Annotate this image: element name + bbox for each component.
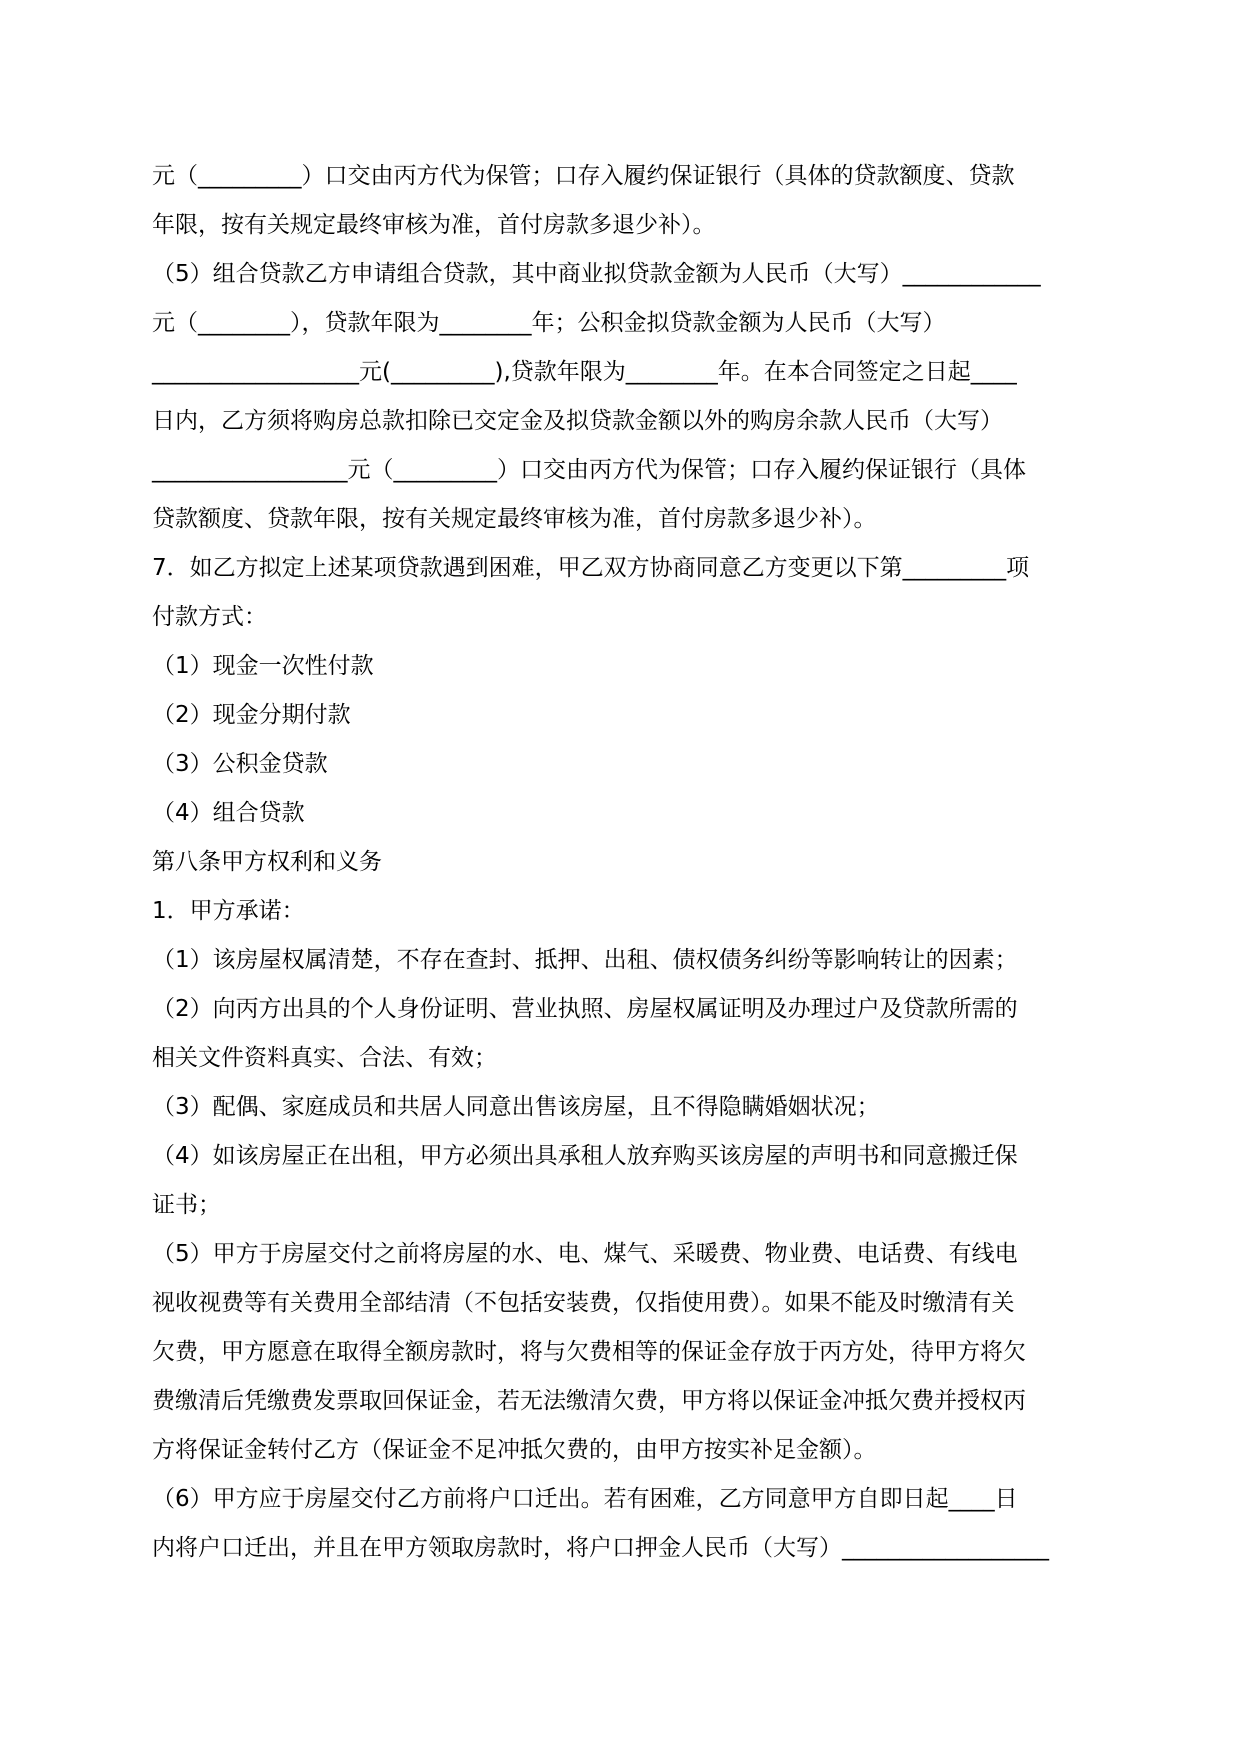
text-line: 元（_________）口交由丙方代为保管；口存入履约保证银行（具体的贷款额度、贷款 bbox=[152, 163, 1015, 189]
text-line: 视收视费等有关费用全部结清（不包括安装费，仅指使用费）。如果不能及时缴清有关 bbox=[152, 1290, 1015, 1316]
list-item: （2）现金分期付款 bbox=[152, 702, 351, 728]
list-item: （1）现金一次性付款 bbox=[152, 653, 374, 679]
text-line: 费缴清后凭缴费发票取回保证金，若无法缴清欠费，甲方将以保证金冲抵欠费并授权丙 bbox=[152, 1388, 1026, 1414]
text-line: 证书； bbox=[152, 1192, 221, 1218]
list-item: （6）甲方应于房屋交付乙方前将户口迁出。若有困难，乙方同意甲方自即日起____日 bbox=[152, 1486, 1018, 1512]
document-body bbox=[152, 152, 1092, 1573]
text-line: 内将户口迁出，并且在甲方领取房款时，将户口押金人民币（大写）__________________ bbox=[152, 1535, 1049, 1561]
text-line: （5）组合贷款乙方申请组合贷款，其中商业拟贷款金额为人民币（大写）____________ bbox=[152, 261, 1041, 287]
list-item: （4）组合贷款 bbox=[152, 800, 305, 826]
text-line: 元（________），贷款年限为________年；公积金拟贷款金额为人民币（大写） bbox=[152, 310, 946, 336]
text-line: 1．甲方承诺： bbox=[152, 898, 305, 924]
list-item: （1）该房屋权属清楚，不存在查封、抵押、出租、债权债务纠纷等影响转让的因素； bbox=[152, 947, 1018, 973]
text-line: _________________元（_________）口交由丙方代为保管；口存入履约保证银行（具体 bbox=[152, 457, 1026, 483]
text-line: 年限，按有关规定最终审核为准，首付房款多退少补）。 bbox=[152, 212, 716, 238]
text-line: 付款方式： bbox=[152, 604, 267, 630]
text-line: 贷款额度、贷款年限，按有关规定最终审核为准，首付房款多退少补）。 bbox=[152, 506, 877, 532]
text-line: 相关文件资料真实、合法、有效； bbox=[152, 1045, 497, 1071]
text-line: 日内，乙方须将购房总款扣除已交定金及拟贷款金额以外的购房余款人民币（大写） bbox=[152, 408, 1003, 434]
text-line: 方将保证金转付乙方（保证金不足冲抵欠费的，由甲方按实补足金额）。 bbox=[152, 1437, 877, 1463]
list-item: （3）公积金贷款 bbox=[152, 751, 328, 777]
list-item: （2）向丙方出具的个人身份证明、营业执照、房屋权属证明及办理过户及贷款所需的 bbox=[152, 996, 1018, 1022]
list-item: （5）甲方于房屋交付之前将房屋的水、电、煤气、采暖费、物业费、电话费、有线电 bbox=[152, 1241, 1018, 1267]
list-item: （3）配偶、家庭成员和共居人同意出售该房屋，且不得隐瞒婚姻状况； bbox=[152, 1094, 880, 1120]
section-heading: 第八条甲方权利和义务 bbox=[152, 849, 382, 875]
text-line: 7．如乙方拟定上述某项贷款遇到困难，甲乙双方协商同意乙方变更以下第_________项 bbox=[152, 555, 1030, 581]
text-line: 欠费，甲方愿意在取得全额房款时，将与欠费相等的保证金存放于丙方处，待甲方将欠 bbox=[152, 1339, 1026, 1365]
text-line: __________________元(_________),贷款年限为________年。在本合同签定之日起____ bbox=[152, 359, 1017, 385]
list-item: （4）如该房屋正在出租，甲方必须出具承租人放弃购买该房屋的声明书和同意搬迁保 bbox=[152, 1143, 1018, 1169]
